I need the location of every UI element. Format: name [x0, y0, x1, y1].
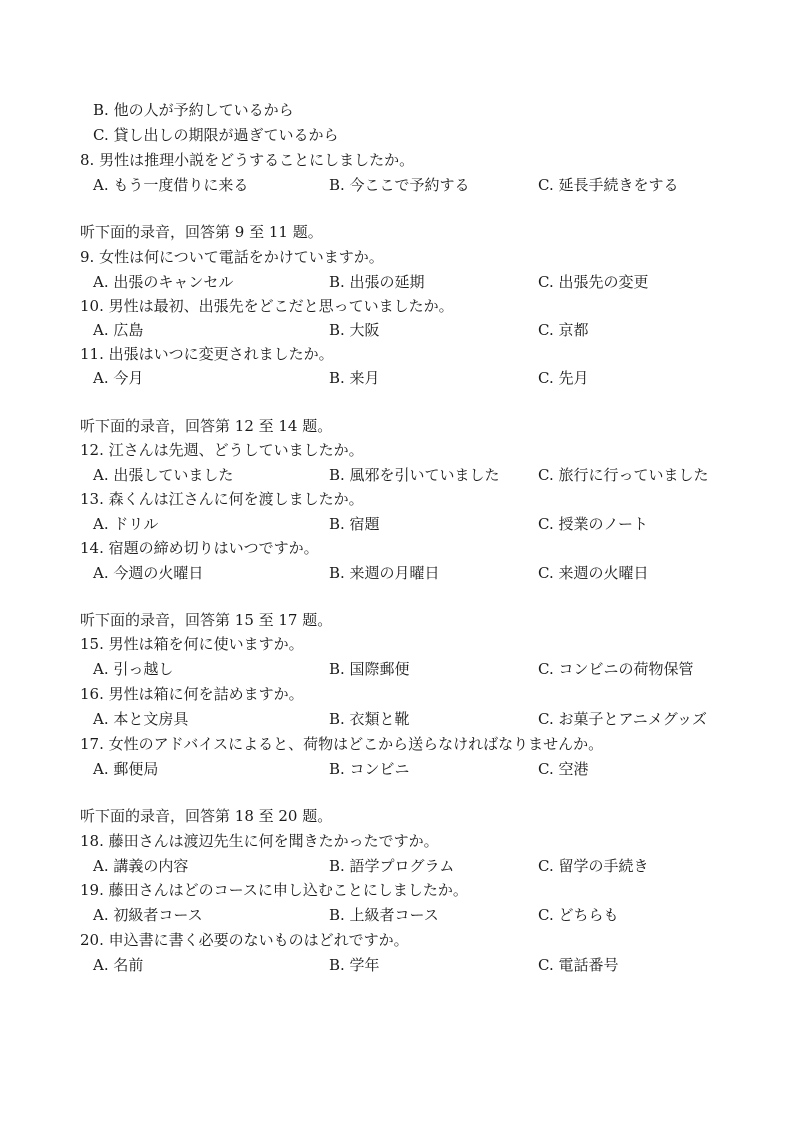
option-b: B. 来月 [329, 369, 380, 387]
option-c: C. 留学の手続き [538, 857, 649, 875]
option-a: A. 出張していました [93, 466, 234, 484]
option-a: A. 本と文房具 [93, 710, 189, 728]
option-b: B. コンビニ [329, 760, 410, 778]
option-c: C. どちらも [538, 906, 619, 924]
option-b: B. 今ここで予約する [329, 176, 470, 194]
option-b: B. 語学プログラム [329, 857, 455, 875]
question-10: 10. 男性は最初、出張先をどこだと思っていましたか。 [80, 297, 454, 315]
section-header: 听下面的录音，回答第 15 至 17 题。 [80, 611, 333, 629]
section-header: 听下面的录音，回答第 12 至 14 题。 [80, 417, 333, 435]
question-19: 19. 藤田さんはどのコースに申し込むことにしましたか。 [80, 881, 468, 899]
question-18: 18. 藤田さんは渡辺先生に何を聞きたかったですか。 [80, 832, 439, 850]
option-a: A. 引っ越し [93, 660, 174, 678]
option-a: A. もう一度借りに来る [93, 176, 249, 194]
option-b: B. 来週の月曜日 [329, 564, 440, 582]
option-a: A. 初級者コース [93, 906, 203, 924]
option-c: C. 電話番号 [538, 956, 619, 974]
option-c: C. 来週の火曜日 [538, 564, 649, 582]
option-a: A. 講義の内容 [93, 857, 189, 875]
option-c: C. 旅行に行っていました [538, 466, 709, 484]
option-b: B. 大阪 [329, 321, 380, 339]
question-14: 14. 宿題の締め切りはいつですか。 [80, 539, 319, 557]
option-b: B. 宿題 [329, 515, 380, 533]
section-header: 听下面的录音，回答第 18 至 20 题。 [80, 807, 333, 825]
option-a: A. 今週の火曜日 [93, 564, 204, 582]
question-20: 20. 申込書に書く必要のないものはどれですか。 [80, 931, 409, 949]
section-header: 听下面的录音，回答第 9 至 11 题。 [80, 223, 323, 241]
option-a: A. ドリル [93, 515, 159, 533]
option-a: A. 今月 [93, 369, 144, 387]
question-17: 17. 女性のアドバイスによると、荷物はどこから送らなければなりませんか。 [80, 735, 604, 753]
option-c: C. 京都 [538, 321, 589, 339]
option-c: C. コンビニの荷物保管 [538, 660, 694, 678]
option-line: C. 貸し出しの期限が過ぎているから [93, 126, 339, 144]
option-b: B. 学年 [329, 956, 380, 974]
option-b: B. 衣類と靴 [329, 710, 410, 728]
question-8: 8. 男性は推理小説をどうすることにしましたか。 [80, 151, 415, 169]
option-a: A. 郵便局 [93, 760, 159, 778]
option-c: C. 授業のノート [538, 515, 649, 533]
option-c: C. 出張先の変更 [538, 273, 649, 291]
option-a: A. 名前 [93, 956, 144, 974]
question-9: 9. 女性は何について電話をかけていますか。 [80, 248, 384, 266]
option-b: B. 風邪を引いていました [329, 466, 500, 484]
question-16: 16. 男性は箱に何を詰めますか。 [80, 685, 304, 703]
question-13: 13. 森くんは江さんに何を渡しましたか。 [80, 490, 364, 508]
option-c: C. お菓子とアニメグッズ [538, 710, 707, 728]
option-c: C. 先月 [538, 369, 589, 387]
option-c: C. 延長手続きをする [538, 176, 679, 194]
question-11: 11. 出張はいつに変更されましたか。 [80, 345, 334, 363]
question-15: 15. 男性は箱を何に使いますか。 [80, 635, 304, 653]
question-12: 12. 江さんは先週、どうしていましたか。 [80, 441, 364, 459]
option-a: A. 広島 [93, 321, 144, 339]
option-a: A. 出張のキャンセル [93, 273, 234, 291]
option-line: B. 他の人が予約しているから [93, 101, 294, 119]
option-b: B. 上級者コース [329, 906, 439, 924]
option-c: C. 空港 [538, 760, 589, 778]
option-b: B. 出張の延期 [329, 273, 425, 291]
option-b: B. 国際郵便 [329, 660, 410, 678]
